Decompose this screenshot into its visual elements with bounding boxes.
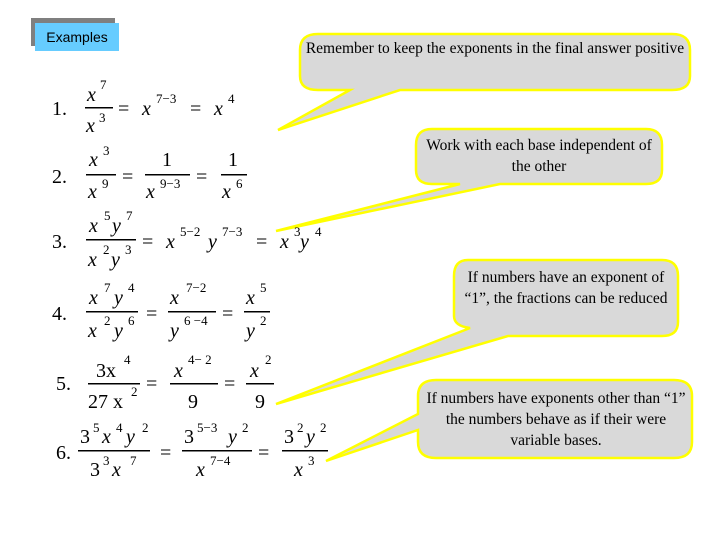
- exponent: 7: [130, 453, 137, 468]
- fraction-numerator: y: [228, 426, 237, 448]
- fraction-denominator: y: [111, 249, 120, 271]
- exponent: 2: [142, 420, 149, 435]
- exponent: 9: [102, 176, 109, 191]
- exponent: 3: [125, 242, 132, 257]
- exponent: 6 −4: [184, 313, 208, 328]
- fraction-denominator: 3: [90, 459, 100, 481]
- equals-sign: =: [142, 231, 154, 253]
- equals-sign: =: [258, 442, 270, 464]
- exponent: 3: [103, 143, 110, 158]
- fraction-numerator: x: [89, 149, 98, 171]
- example-5: [56, 352, 274, 413]
- fraction-denominator: x: [222, 181, 231, 203]
- fraction-denominator: x: [88, 320, 97, 342]
- exponent: 7: [104, 280, 111, 295]
- fraction-numerator: x: [250, 360, 259, 382]
- fraction-bar: [282, 450, 328, 452]
- equals-sign: =: [256, 231, 268, 253]
- exponent: 5−3: [197, 420, 218, 435]
- fraction-denominator: x: [146, 181, 155, 203]
- exponent: 2: [131, 384, 138, 399]
- fraction-bar: [85, 107, 113, 109]
- power-base: x: [214, 98, 223, 120]
- fraction-numerator: x: [174, 360, 183, 382]
- exponent: 7−4: [210, 453, 231, 468]
- exponent: 5: [93, 420, 100, 435]
- fraction-numerator: y: [126, 426, 135, 448]
- fraction-denominator: 27 x: [88, 391, 123, 413]
- fraction-numerator: x: [102, 426, 111, 448]
- fraction-bar: [78, 450, 150, 452]
- exponent: 4: [315, 224, 322, 239]
- exponent: 3: [103, 453, 110, 468]
- page-title: Examples: [35, 23, 119, 51]
- exponent: 7−2: [186, 280, 207, 295]
- fraction-bar: [86, 239, 136, 241]
- exponent: 2: [104, 313, 111, 328]
- exponent: 7: [126, 208, 133, 223]
- fraction-bar: [246, 383, 274, 385]
- exponent: 4: [116, 420, 123, 435]
- fraction-denominator: 9: [255, 391, 265, 413]
- equals-sign: =: [122, 166, 134, 188]
- exponent: 3: [308, 453, 315, 468]
- fraction-numerator: x: [89, 287, 98, 309]
- example-number: 4.: [52, 303, 67, 325]
- fraction-denominator: x: [294, 459, 303, 481]
- callout-1-text: Remember to keep the exponents in the final answer positive: [305, 40, 685, 57]
- fraction-numerator: x: [170, 287, 179, 309]
- fraction-bar: [86, 174, 116, 176]
- fraction-numerator: 3: [284, 426, 294, 448]
- fraction-numerator: x: [246, 287, 255, 309]
- exponent: 2: [320, 420, 327, 435]
- fraction-denominator: x: [112, 459, 121, 481]
- fraction-numerator: y: [112, 215, 121, 237]
- example-4: [52, 280, 270, 342]
- example-number: 1.: [52, 98, 67, 120]
- power-base: y: [300, 231, 309, 253]
- fraction-denominator: y: [246, 320, 255, 342]
- example-number: 6.: [56, 442, 71, 464]
- example-3: [52, 208, 322, 271]
- exponent: 4: [128, 280, 135, 295]
- exponent: 5: [260, 280, 267, 295]
- exponent: 6: [128, 313, 135, 328]
- example-6: [56, 420, 328, 481]
- fraction-denominator: x: [86, 115, 95, 137]
- exponent: 7: [100, 77, 107, 92]
- fraction-denominator: 9: [188, 391, 198, 413]
- fraction-numerator: x: [87, 84, 96, 106]
- example-number: 5.: [56, 373, 71, 395]
- callout-3-text: If numbers have an exponent of “1”, the fractions can be reduced: [464, 269, 668, 307]
- exponent: 5: [104, 208, 111, 223]
- example-number: 3.: [52, 231, 67, 253]
- exponent: 6: [236, 176, 243, 191]
- equals-sign: =: [224, 373, 236, 395]
- fraction-denominator: y: [114, 320, 123, 342]
- equals-sign: =: [146, 373, 158, 395]
- fraction-denominator: x: [196, 459, 205, 481]
- fraction-bar: [221, 174, 247, 176]
- exponent: 2: [242, 420, 249, 435]
- exponent: 9−3: [160, 176, 181, 191]
- fraction-numerator: x: [89, 215, 98, 237]
- exponent: 5−2: [180, 224, 201, 239]
- fraction-numerator: 3x: [96, 360, 116, 382]
- exponent: 4: [124, 352, 131, 367]
- exponent: 2: [265, 352, 272, 367]
- exponent: 2: [297, 420, 304, 435]
- fraction-denominator: x: [88, 249, 97, 271]
- equals-sign: =: [146, 303, 158, 325]
- exponent: 3: [99, 110, 106, 125]
- fraction-denominator: x: [88, 181, 97, 203]
- callout-4-text: If numbers have exponents other than “1” the numbers behave as if their were variable bases.: [426, 390, 686, 449]
- fraction-numerator: 3: [80, 426, 90, 448]
- equals-sign: =: [196, 166, 208, 188]
- fraction-numerator: y: [114, 287, 123, 309]
- exponent: 3: [294, 224, 301, 239]
- power-base: x: [166, 231, 175, 253]
- exponent: 2: [103, 242, 110, 257]
- fraction-denominator: y: [170, 320, 179, 342]
- exponent: 4: [228, 91, 235, 106]
- fraction-numerator: y: [306, 426, 315, 448]
- exponent: 4− 2: [188, 352, 212, 367]
- power-base: x: [280, 231, 289, 253]
- equals-sign: =: [160, 442, 172, 464]
- exponent: 7−3: [156, 91, 177, 106]
- exponent: 2: [260, 313, 267, 328]
- power-base: x: [142, 98, 151, 120]
- example-number: 2.: [52, 166, 67, 188]
- equals-sign: =: [118, 98, 130, 120]
- equals-sign: =: [190, 98, 202, 120]
- fraction-bar: [170, 383, 218, 385]
- callout-2-text: Work with each base independent of the other: [426, 137, 652, 175]
- power-base: y: [208, 231, 217, 253]
- example-2: [52, 143, 247, 203]
- exponent: 7−3: [222, 224, 243, 239]
- fraction-bar: [182, 450, 252, 452]
- example-1: [52, 77, 235, 137]
- equals-sign: =: [222, 303, 234, 325]
- fraction-numerator: 3: [184, 426, 194, 448]
- fraction-numerator: 1: [162, 149, 172, 171]
- fraction-numerator: 1: [228, 149, 238, 171]
